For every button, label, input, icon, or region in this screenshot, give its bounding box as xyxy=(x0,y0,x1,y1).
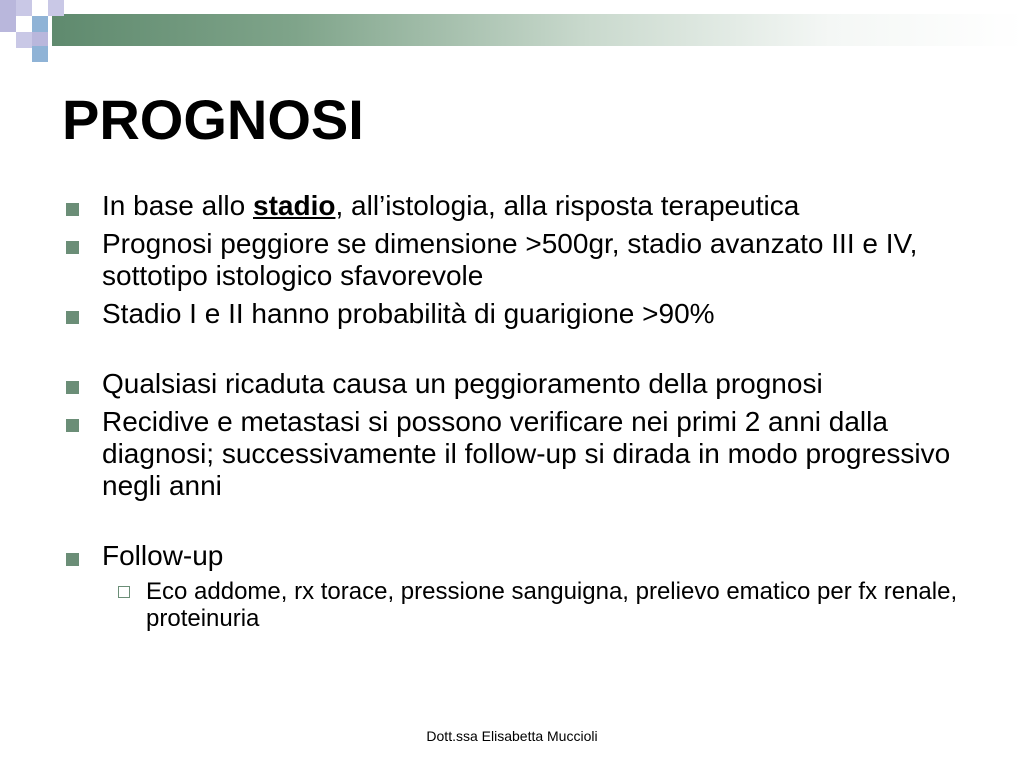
bullet-emphasis: stadio xyxy=(253,190,336,221)
list-item xyxy=(62,298,1002,330)
sub-list-item xyxy=(102,578,1002,632)
square-bullet-icon xyxy=(66,419,79,432)
decor-square-icon xyxy=(16,0,32,16)
bullet-text: Prognosi peggiore se dimensione >500gr, stadio avanzato III e IV, sottotipo istologico sfavorevole xyxy=(102,228,918,291)
square-bullet-icon xyxy=(66,241,79,254)
slide-title: PROGNOSI xyxy=(62,88,364,151)
list-item xyxy=(62,540,1002,632)
list-item xyxy=(62,368,1002,400)
square-bullet-icon xyxy=(66,203,79,216)
bullet-text: Follow-up xyxy=(102,540,224,571)
decor-square-icon xyxy=(16,16,32,32)
square-bullet-icon xyxy=(66,311,79,324)
square-bullet-icon xyxy=(66,553,79,566)
hollow-square-bullet-icon xyxy=(118,586,130,598)
decor-square-icon xyxy=(32,16,48,32)
bullet-list xyxy=(62,190,1002,638)
decor-square-icon xyxy=(32,46,48,62)
bullet-text: Qualsiasi ricaduta causa un peggioramento della prognosi xyxy=(102,368,823,399)
list-item xyxy=(62,228,1002,292)
decor-square-icon xyxy=(0,16,16,32)
decor-square-icon xyxy=(16,32,32,48)
bullet-text-after: , all’istologia, alla risposta terapeutica xyxy=(335,190,800,221)
footer-text: Dott.ssa Elisabetta Muccioli xyxy=(426,728,598,744)
decor-square-icon xyxy=(48,0,64,16)
sub-bullet-list xyxy=(102,578,1002,632)
list-item xyxy=(62,406,1002,502)
bullet-text: Stadio I e II hanno probabilità di guarigione >90% xyxy=(102,298,715,329)
bullet-text: Recidive e metastasi si possono verificare nei primi 2 anni dalla diagnosi; successivamente il follow-up si dirada in modo progressivo negli anni xyxy=(102,406,951,501)
square-bullet-icon xyxy=(66,381,79,394)
decor-square-icon xyxy=(0,0,16,16)
gradient-bar xyxy=(52,14,1024,46)
bullet-text-before: In base allo xyxy=(102,190,253,221)
decor-square-icon xyxy=(32,0,48,16)
sub-bullet-text: Eco addome, rx torace, pressione sanguigna, prelievo ematico per fx renale, proteinuria xyxy=(146,578,958,632)
list-item xyxy=(62,190,1002,222)
footer-author xyxy=(0,728,1024,744)
